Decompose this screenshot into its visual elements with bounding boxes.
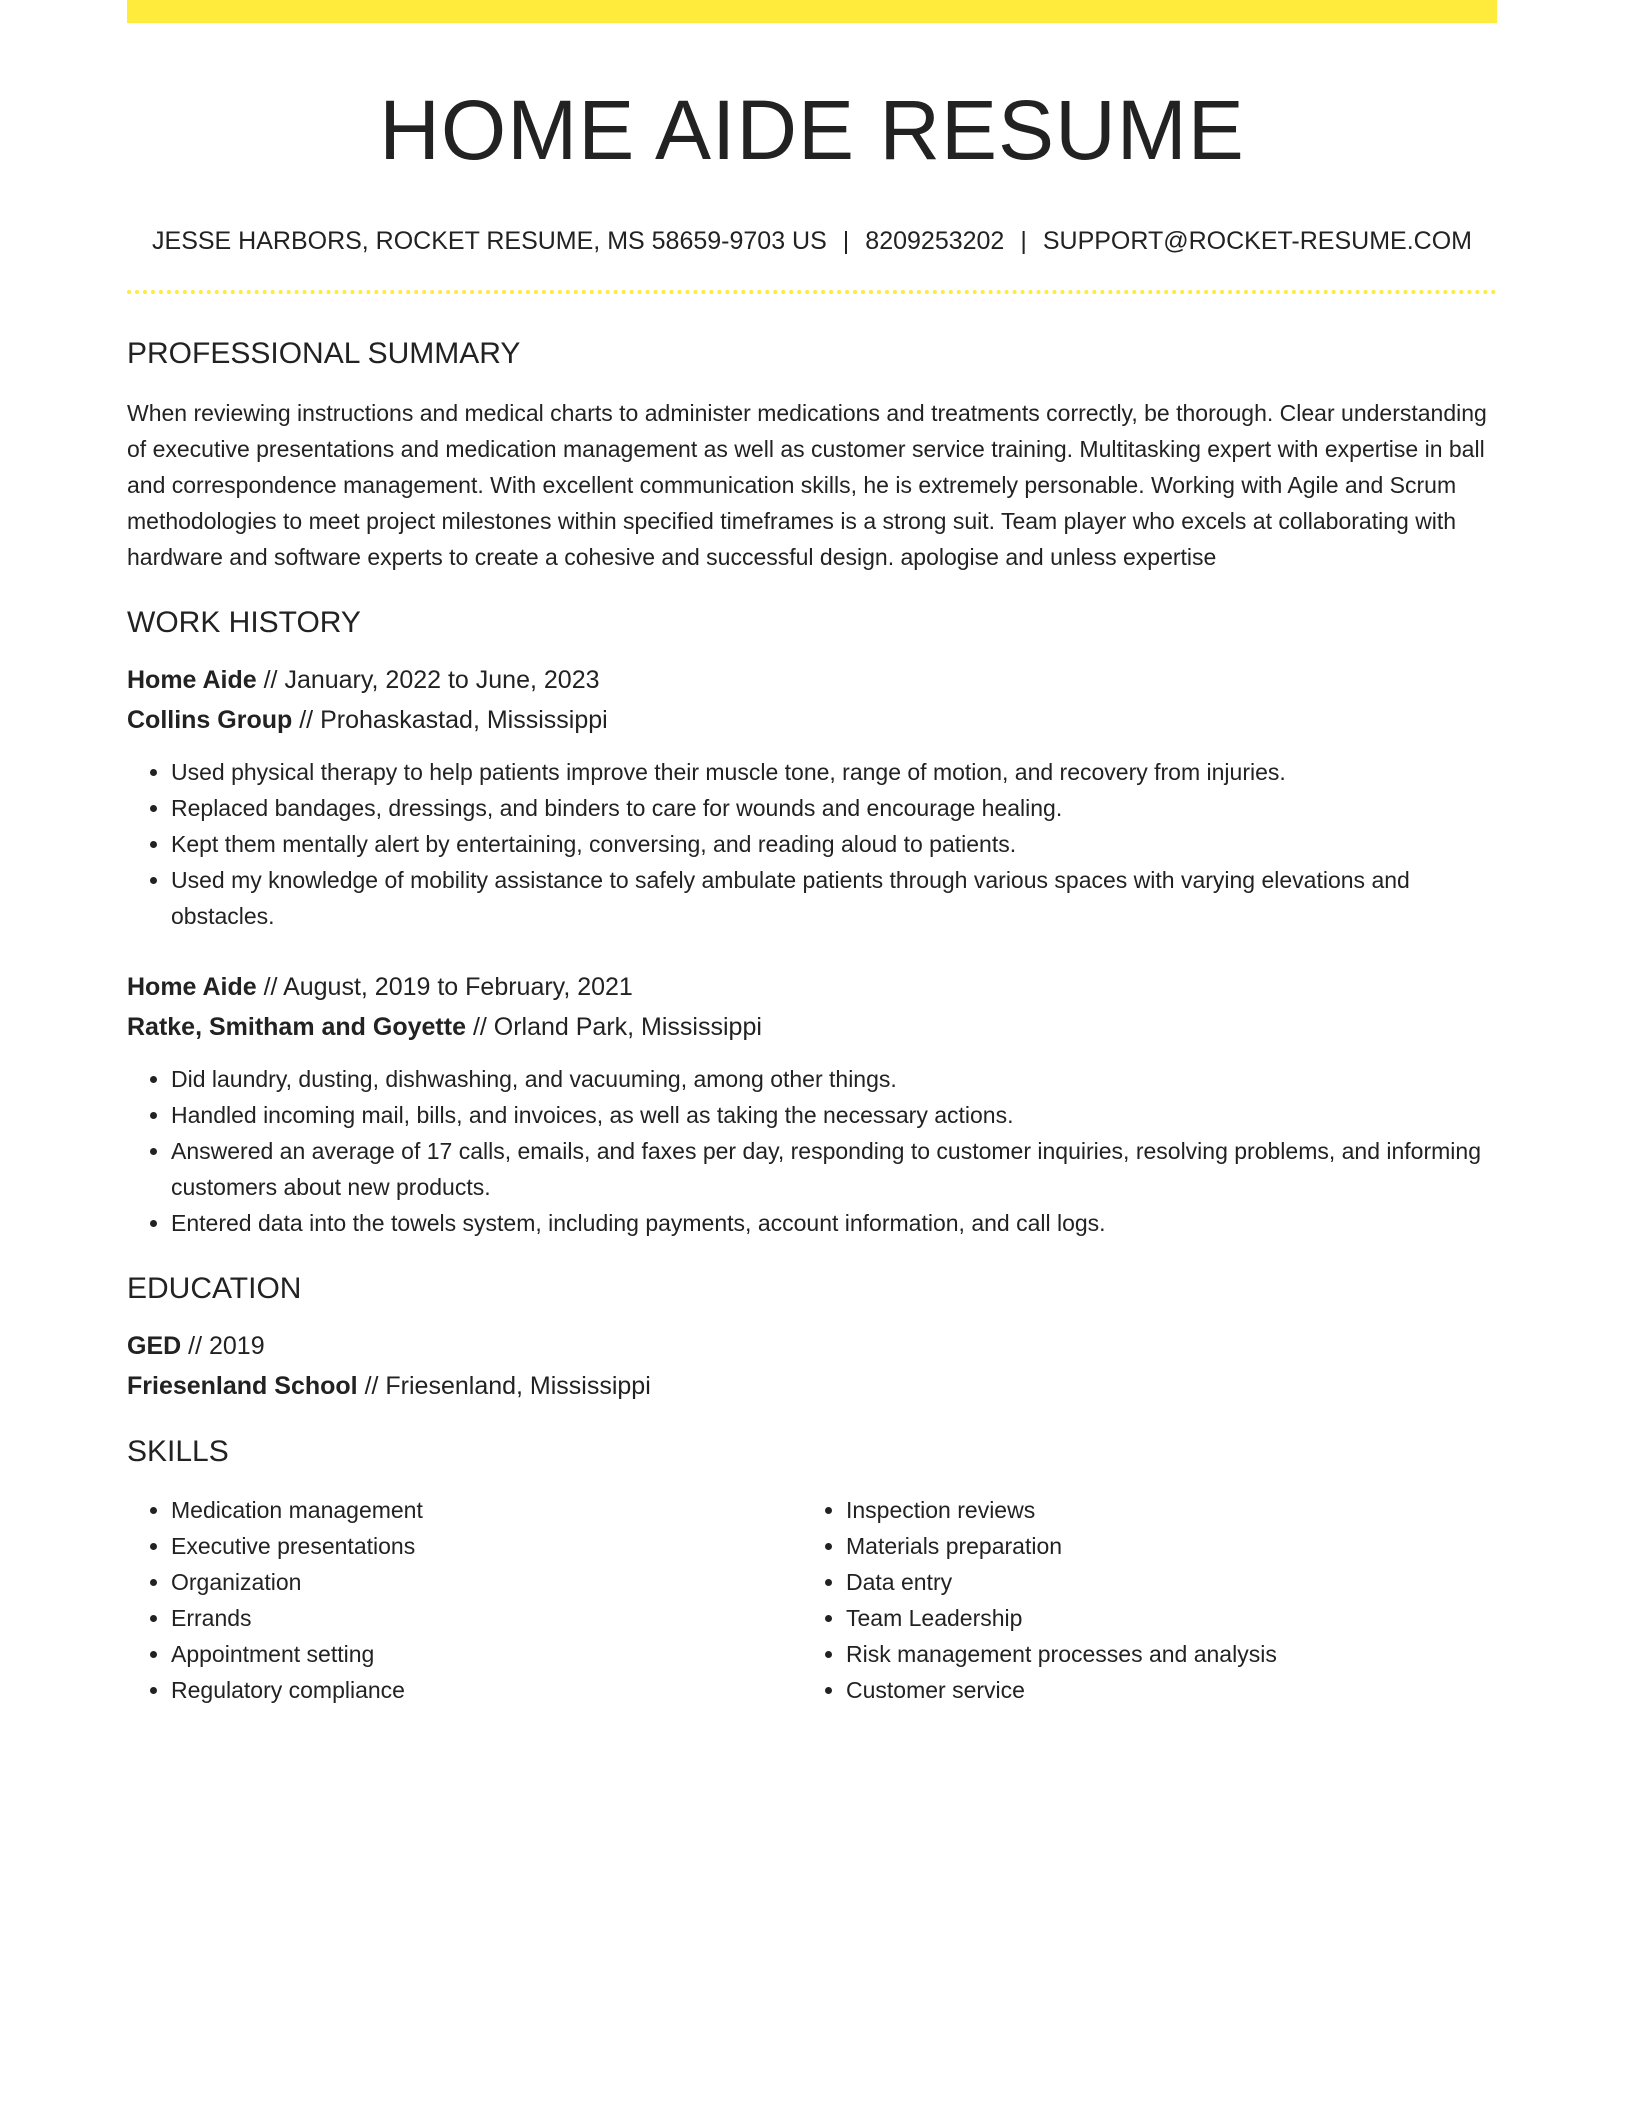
skill-item: • Executive presentations [171,1528,802,1564]
skills-list [802,1492,1477,1708]
skill-item: • Customer service [846,1672,1477,1708]
skill-item: • Regulatory compliance [171,1672,802,1708]
skill-item: • Inspection reviews [846,1492,1477,1528]
contact-phone: 8209253202 [865,227,1005,255]
job-bullet-list [127,754,1497,934]
skills-column-left [127,1492,802,1708]
resume-content [127,0,1497,1708]
skills-heading: SKILLS [127,1435,229,1468]
skill-item: • Medication management [171,1492,802,1528]
job-bullet-list [127,1061,1497,1241]
job-title-line [127,967,1497,1007]
education-location: // Friesenland, Mississippi [364,1372,651,1400]
contact-separator: | [842,227,850,255]
resume-title: HOME AIDE RESUME [379,83,1245,177]
job-company: Ratke, Smitham and Goyette [127,1013,466,1041]
education-degree: GED [127,1332,182,1360]
job-entry [127,660,1497,934]
job-title: Home Aide [127,973,257,1001]
job-location: // Prohaskastad, Mississippi [299,706,608,734]
education-year: // 2019 [188,1332,265,1360]
summary-text: When reviewing instructions and medical charts to administer medications and treatments correctly, be thorough. Clear understanding of executive presentations and medication management as well as customer service training. Multitasking expert with expertise in ball and correspondence management. With excellent communication skills, he is extremely personable. Working with Agile and Scrum methodologies to meet project milestones within specified timeframes is a strong suit. Team player who excels at collaborating with hardware and software experts to create a cohesive and successful design. apologise and unless expertise [127,400,1487,570]
job-bullet: • Used physical therapy to help patients improve their muscle tone, range of motion, and recovery from injuries. [171,754,1497,790]
job-bullet: • Did laundry, dusting, dishwashing, and vacuuming, among other things. [171,1061,1497,1097]
education-heading: EDUCATION [127,1272,302,1305]
job-bullet: • Entered data into the towels system, including payments, account information, and call logs. [171,1205,1497,1241]
skill-item: • Data entry [846,1564,1477,1600]
job-bullet: • Replaced bandages, dressings, and binders to care for wounds and encourage healing. [171,790,1497,826]
job-company-line [127,700,1497,740]
education-degree-line [127,1326,1497,1366]
education-entry [127,1326,1497,1406]
skill-item: • Team Leadership [846,1600,1477,1636]
job-bullet: • Answered an average of 17 calls, emails, and faxes per day, responding to customer inquiries, resolving problems, and informing customers about new products. [171,1133,1497,1205]
job-dates: // August, 2019 to February, 2021 [263,973,633,1001]
skill-item: • Organization [171,1564,802,1600]
job-bullet: • Used my knowledge of mobility assistance to safely ambulate patients through various spaces with varying elevations and obstacles. [171,862,1497,934]
dotted-divider [127,290,1497,294]
summary-heading: PROFESSIONAL SUMMARY [127,337,521,370]
skill-item: • Errands [171,1600,802,1636]
contact-email: SUPPORT@ROCKET-RESUME.COM [1042,227,1472,255]
skills-list [127,1492,802,1708]
job-bullet: • Handled incoming mail, bills, and invoices, as well as taking the necessary actions. [171,1097,1497,1133]
education-school: Friesenland School [127,1372,358,1400]
job-title: Home Aide [127,666,257,694]
job-bullet: • Kept them mentally alert by entertaining, conversing, and reading aloud to patients. [171,826,1497,862]
job-entry [127,967,1497,1241]
work-history-heading: WORK HISTORY [127,606,361,639]
job-location: // Orland Park, Mississippi [472,1013,762,1041]
skills-grid [127,1492,1497,1708]
education-school-line [127,1366,1497,1406]
skill-item: • Risk management processes and analysis [846,1636,1477,1672]
contact-separator: | [1020,227,1027,255]
job-title-line [127,660,1497,700]
job-company-line [127,1007,1497,1047]
skill-item: • Appointment setting [171,1636,802,1672]
skill-item: • Materials preparation [846,1528,1477,1564]
contact-address: JESSE HARBORS, ROCKET RESUME, MS 58659-9703 US [152,227,827,255]
skills-column-right [802,1492,1477,1708]
job-company: Collins Group [127,706,293,734]
job-dates: // January, 2022 to June, 2023 [263,666,600,694]
contact-line [127,224,1497,258]
